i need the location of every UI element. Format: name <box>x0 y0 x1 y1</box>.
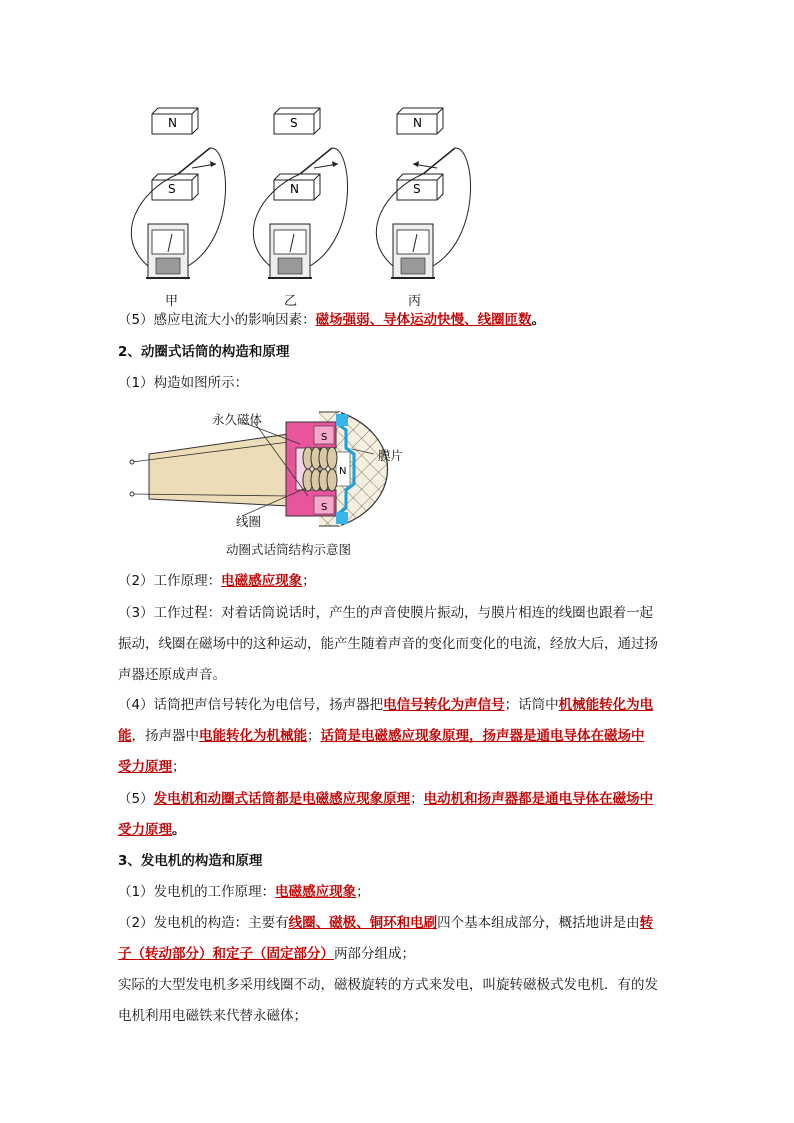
label-permanent-magnet: 永久磁体 <box>212 412 263 427</box>
panel-label-jia: 甲 <box>165 294 179 309</box>
magnet-bottom-pole: S <box>413 182 421 196</box>
magnet-top-pole: N <box>168 116 177 130</box>
paragraph-generator-structure: （2）发电机的构造：主要有线圈、磁极、铜环和电刷四个基本组成部分，概括地讲是由转 子（转动部分）和定子（固定部分）两部分组成； <box>118 915 654 962</box>
induction-panel <box>131 108 225 278</box>
panel-label-yi: 乙 <box>284 294 298 309</box>
answer-principle: 电磁感应现象 <box>221 573 303 589</box>
paragraph-structure: （1）构造如图所示： <box>118 375 249 391</box>
pole-n: N <box>339 466 347 477</box>
induction-experiment-figure <box>118 96 518 306</box>
label-membrane: 膜片 <box>378 448 404 463</box>
section-title-generator: 3、发电机的构造和原理 <box>118 853 263 869</box>
microphone-diagram <box>124 404 444 534</box>
panel-label-bing: 丙 <box>408 294 422 309</box>
paragraph-generator-types: 实际的大型发电机多采用线圈不动，磁极旋转的方式来发电，叫旋转磁极式发电机．有的发 电机利用电磁铁来代替永磁体； <box>118 977 658 1024</box>
induction-panel <box>253 108 347 278</box>
magnet-top-pole: N <box>413 116 422 130</box>
magnet-bottom-pole: N <box>290 182 299 196</box>
section-title-microphone: 2、动圈式话筒的构造和原理 <box>118 344 290 360</box>
paragraph-summary: （5）发电机和动圈式话筒都是电磁感应现象原理；电动机和扬声器都是通电导体在磁场中 受力原理。 <box>118 791 654 838</box>
paragraph-principle: （2）工作原理：电磁感应现象； <box>118 573 316 589</box>
magnet-top-pole: S <box>290 116 298 130</box>
paragraph-energy-conversion: （4）话筒把声信号转化为电信号，扬声器把电信号转化为声信号；话筒中机械能转化为电 能，扬声器中电能转化为机械能；话筒是电磁感应现象原理，扬声器是通电导体在磁场中 受力原理； <box>118 697 654 775</box>
induction-panel <box>376 108 470 278</box>
paragraph-generator-principle: （1）发电机的工作原理：电磁感应现象； <box>118 884 370 900</box>
answer-factors: 磁场强弱、导体运动快慢、线圈匝数 <box>315 312 532 328</box>
magnet-bottom-pole: S <box>168 182 176 196</box>
label-coil: 线圈 <box>236 514 262 529</box>
paragraph-process: （3）工作过程：对着话筒说话时，产生的声音使膜片振动，与膜片相连的线圈也跟着一起 振动，线圈在磁场中的这种运动，能产生随着声音的变化而变化的电流，经放大后，通过扬 声器还原成声音。 <box>118 605 658 683</box>
pole-s-top: S <box>321 432 328 443</box>
microphone-caption: 动圈式话筒结构示意图 <box>226 542 352 557</box>
paragraph-factors: （5）感应电流大小的影响因素：磁场强弱、导体运动快慢、线圈匝数。 <box>118 312 546 328</box>
pole-s-bottom: S <box>321 502 328 513</box>
